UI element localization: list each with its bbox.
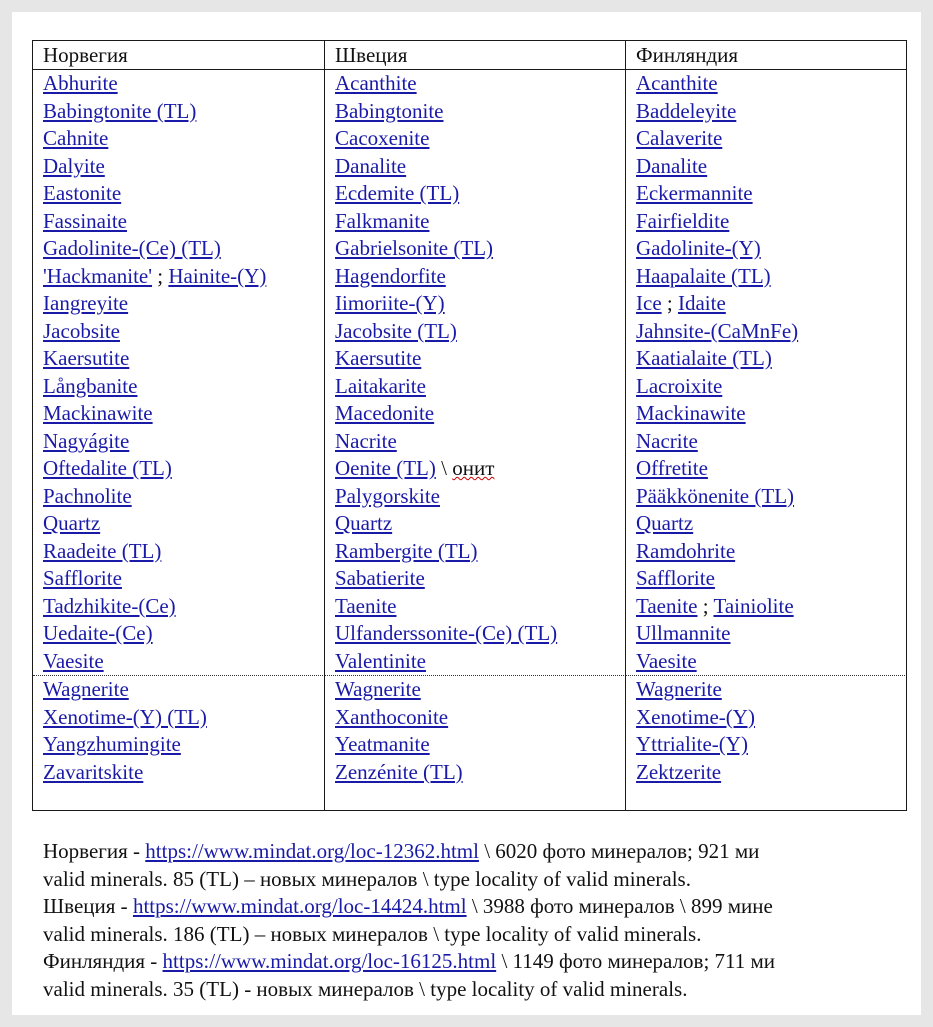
mineral-link[interactable]: Wagnerite (636, 677, 722, 701)
mineral-link[interactable]: Nacrite (335, 428, 397, 453)
list-item (335, 235, 625, 263)
mineral-link[interactable]: Iimoriite-(Y) (335, 291, 445, 315)
list-item (335, 731, 625, 759)
mineral-link[interactable]: Danalite (636, 153, 708, 178)
mineral-link[interactable]: Abhurite (43, 71, 118, 95)
mineral-link[interactable]: Zenzénite (TL) (335, 759, 463, 784)
mineral-link[interactable]: Yeatmanite (335, 732, 430, 756)
list-item (335, 318, 625, 346)
mineral-link[interactable]: Calaverite (636, 126, 723, 150)
note-finland-line1 (43, 948, 921, 976)
list-item (43, 704, 324, 732)
header-sweden: Швеция (325, 41, 626, 70)
list-item (335, 70, 625, 98)
mineral-link[interactable]: Laitakarite (335, 373, 426, 398)
list-item (43, 318, 324, 346)
mineral-link[interactable]: Cahnite (43, 126, 109, 150)
list-item (636, 759, 906, 787)
list-item (636, 400, 906, 428)
mineral-link[interactable]: Acanthite (636, 71, 718, 95)
list-item (335, 538, 625, 566)
list-item (43, 290, 324, 318)
list-item (335, 676, 625, 704)
list-item (335, 345, 625, 373)
mineral-link[interactable]: Quartz (43, 511, 101, 535)
list-item (636, 70, 906, 98)
list-item (43, 731, 324, 759)
mineral-link[interactable]: Wagnerite (335, 677, 421, 701)
mineral-link[interactable]: Offretite (636, 456, 708, 480)
separator: ; (697, 593, 714, 618)
mineral-link[interactable]: Raadeite (TL) (43, 538, 162, 563)
mineral-link[interactable]: Nagyágite (43, 428, 130, 453)
finland-column (626, 70, 907, 811)
mineral-link[interactable]: Ecdemite (TL) (335, 181, 460, 205)
list-item (335, 620, 625, 648)
mineral-link[interactable]: Lacroixite (636, 373, 723, 398)
list-item (43, 759, 324, 787)
mineral-link[interactable]: Tadzhikite-(Ce) (43, 593, 176, 618)
note-norway-link[interactable]: https://www.mindat.org/loc-12362.html (145, 839, 479, 863)
list-item (335, 428, 625, 456)
list-item (636, 455, 906, 483)
list-item (636, 565, 906, 593)
norway-column (33, 70, 325, 811)
mineral-link[interactable]: Pääkkönenite (TL) (636, 483, 795, 508)
list-item (335, 565, 625, 593)
mineral-link[interactable]: Safflorite (636, 566, 715, 590)
note-norway-prefix: Норвегия - (43, 839, 146, 863)
list-item (636, 483, 906, 511)
list-item (636, 373, 906, 401)
list-item (335, 400, 625, 428)
mineral-link[interactable]: Xenotime-(Y) (TL) (43, 704, 207, 729)
mineral-link[interactable]: Babingtonite (335, 98, 444, 123)
list-item (636, 180, 906, 208)
list-item (325, 648, 626, 677)
list-item (335, 98, 625, 126)
list-item (335, 483, 625, 511)
note-finland-line2: valid minerals. 35 (TL) - новых минералов \ type locality of valid minerals. (43, 976, 688, 1001)
mineral-link[interactable]: Dalyite (43, 153, 105, 178)
minerals-table (32, 40, 907, 811)
russian-name: онит (452, 456, 495, 480)
list-item (335, 759, 625, 787)
note-finland-link[interactable]: https://www.mindat.org/loc-16125.html (162, 949, 497, 973)
list-item (636, 345, 906, 373)
mineral-link[interactable]: Kaersutite (43, 346, 130, 370)
list-item (43, 235, 324, 263)
mineral-link[interactable]: Hainite-(Y) (168, 263, 267, 288)
note-norway-line1 (43, 838, 921, 866)
list-item (636, 98, 906, 126)
mineral-link[interactable]: Pachnolite (43, 483, 132, 508)
mineral-link[interactable]: Taenite (335, 593, 397, 618)
note-norway-suffix: \ 6020 фото минералов; 921 ми (484, 839, 760, 863)
mineral-link[interactable]: Långbanite (43, 373, 138, 398)
mineral-link[interactable]: Xenotime-(Y) (636, 704, 755, 729)
list-item (335, 263, 625, 291)
list-item (43, 373, 324, 401)
mineral-link[interactable]: Falkmanite (335, 208, 430, 233)
list-item (43, 125, 324, 153)
notes-block (43, 838, 921, 1003)
table-header-row (33, 41, 907, 70)
list-item (43, 538, 324, 566)
mineral-link[interactable]: Sabatierite (335, 566, 425, 590)
mineral-link[interactable]: Quartz (335, 511, 393, 535)
header-norway: Норвегия (33, 41, 325, 70)
mineral-link[interactable]: Baddeleyite (636, 98, 737, 123)
list-item (43, 180, 324, 208)
mineral-link[interactable]: Eckermannite (636, 181, 753, 205)
list-item (43, 98, 324, 126)
note-sweden-line1 (43, 893, 921, 921)
list-item (636, 676, 906, 704)
mineral-link[interactable]: Babingtonite (TL) (43, 98, 197, 123)
list-item (626, 648, 907, 677)
mineral-link[interactable]: Nacrite (636, 428, 698, 453)
mineral-link[interactable]: Gadolinite-(Y) (636, 236, 761, 260)
list-item (335, 510, 625, 538)
mineral-link[interactable]: Palygorskite (335, 483, 440, 508)
note-finland-suffix: \ 1149 фото минералов; 711 ми (501, 949, 776, 973)
mineral-link[interactable]: Wagnerite (43, 677, 129, 701)
list-item (335, 125, 625, 153)
list-item (33, 648, 325, 677)
mineral-link[interactable]: Yttrialite-(Y) (636, 732, 748, 756)
list-item (43, 676, 324, 704)
list-item (43, 510, 324, 538)
list-item (636, 290, 906, 318)
list-item (43, 400, 324, 428)
list-item (335, 704, 625, 732)
list-item (636, 620, 906, 648)
mineral-link[interactable]: Hagendorfite (335, 263, 446, 288)
list-item (335, 153, 625, 181)
list-item (636, 153, 906, 181)
table-body-row (33, 70, 907, 811)
header-finland: Финляндия (626, 41, 907, 70)
mineral-link[interactable]: Oenite (TL) (335, 456, 436, 480)
mineral-link[interactable]: Cacoxenite (335, 126, 430, 150)
mineral-link[interactable]: Gadolinite-(Ce) (TL) (43, 236, 221, 260)
list-item (43, 455, 324, 483)
mineral-link[interactable]: Acanthite (335, 71, 417, 95)
mineral-link[interactable]: Yangzhumingite (43, 732, 181, 756)
separator: \ (435, 456, 453, 480)
mineral-link[interactable]: Oftedalite (TL) (43, 456, 172, 480)
mineral-link[interactable]: Ice (636, 291, 662, 315)
list-item (43, 593, 324, 621)
mineral-link[interactable]: Gabrielsonite (TL) (335, 236, 494, 260)
list-item (636, 263, 906, 291)
mineral-link[interactable]: Haapalaite (TL) (636, 263, 771, 288)
sweden-column (325, 70, 626, 811)
note-sweden-link[interactable]: https://www.mindat.org/loc-14424.html (132, 894, 467, 918)
mineral-link[interactable]: 'Hackmanite' (43, 263, 153, 288)
mineral-link[interactable]: Zektzerite (636, 759, 722, 784)
mineral-link[interactable]: Zavaritskite (43, 759, 144, 784)
mineral-link[interactable]: Valentinite (335, 648, 426, 673)
note-finland-prefix: Финляндия - (43, 949, 163, 973)
mineral-link[interactable]: Xanthoconite (335, 704, 449, 729)
list-item (43, 70, 324, 98)
list-item (335, 180, 625, 208)
mineral-link[interactable]: Rambergite (TL) (335, 538, 478, 563)
mineral-link[interactable]: Ullmannite (636, 621, 731, 645)
mineral-link[interactable]: Jacobsite (TL) (335, 318, 457, 343)
mineral-link[interactable]: Jahnsite-(CaMnFe) (636, 318, 799, 343)
list-item (43, 153, 324, 181)
list-item (636, 235, 906, 263)
mineral-link[interactable]: Ramdohrite (636, 538, 736, 563)
mineral-link[interactable]: Fairfieldite (636, 208, 730, 233)
note-sweden-prefix: Швеция - (43, 894, 133, 918)
note-norway-line2: valid minerals. 85 (TL) – новых минералов \ type locality of valid minerals. (43, 866, 691, 891)
list-item (636, 510, 906, 538)
list-item (335, 208, 625, 236)
mineral-link[interactable]: Vaesite (636, 648, 697, 673)
mineral-link[interactable]: Mackinawite (43, 401, 153, 425)
mineral-link[interactable]: Vaesite (43, 648, 104, 673)
document-page (12, 12, 921, 1015)
mineral-link[interactable]: Danalite (335, 153, 407, 178)
list-item (43, 483, 324, 511)
mineral-link[interactable]: Iangreyite (43, 291, 129, 315)
mineral-link[interactable]: Idaite (677, 291, 726, 315)
list-item (636, 318, 906, 346)
list-item (636, 731, 906, 759)
mineral-link[interactable]: Mackinawite (636, 401, 746, 425)
list-item (43, 263, 324, 291)
mineral-link[interactable]: Quartz (636, 511, 694, 535)
mineral-link[interactable]: Tainiolite (713, 593, 794, 618)
mineral-link[interactable]: Safflorite (43, 566, 122, 590)
note-sweden-suffix: \ 3988 фото минералов \ 899 мине (471, 894, 773, 918)
list-item (335, 593, 625, 621)
list-item (636, 208, 906, 236)
list-item (636, 538, 906, 566)
list-item (43, 428, 324, 456)
list-item (43, 345, 324, 373)
list-item (43, 208, 324, 236)
separator: ; (661, 291, 678, 315)
mineral-link[interactable]: Macedonite (335, 401, 435, 425)
list-item (636, 125, 906, 153)
list-item (335, 455, 625, 483)
mineral-link[interactable]: Fassinaite (43, 208, 127, 233)
mineral-link[interactable]: Kaersutite (335, 346, 422, 370)
list-item (335, 290, 625, 318)
separator: ; (152, 263, 169, 288)
mineral-link[interactable]: Kaatialaite (TL) (636, 346, 772, 370)
list-item (636, 428, 906, 456)
mineral-link[interactable]: Eastonite (43, 181, 122, 205)
list-item (43, 565, 324, 593)
mineral-link[interactable]: Uedaite-(Ce) (43, 621, 153, 645)
list-item (335, 373, 625, 401)
mineral-link[interactable]: Ulfanderssonite-(Ce) (TL) (335, 621, 558, 645)
mineral-link[interactable]: Jacobsite (43, 318, 120, 343)
list-item (43, 620, 324, 648)
list-item (636, 593, 906, 621)
mineral-link[interactable]: Taenite (636, 593, 698, 618)
note-sweden-line2: valid minerals. 186 (TL) – новых минералов \ type locality of valid minerals. (43, 921, 702, 946)
list-item (636, 704, 906, 732)
